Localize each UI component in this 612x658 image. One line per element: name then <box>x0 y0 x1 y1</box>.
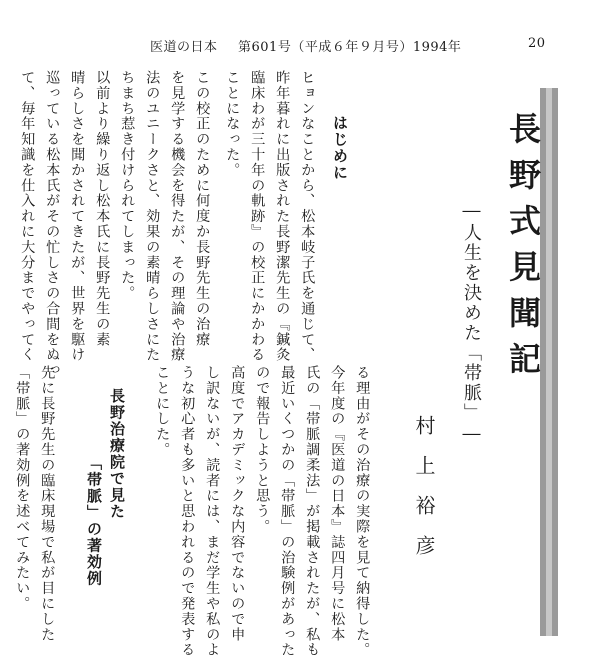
body-line: し訳ないが、読者には、まだ学生や私のよ <box>204 365 221 658</box>
article-subtitle: ―人生を決めた「帯脈」― <box>461 200 482 446</box>
body-line: 「帯脈」の著効例を述べてみたい。 <box>14 365 31 612</box>
body-line: 昨年暮れに出版された長野潔先生の『鍼灸 <box>274 70 291 363</box>
body-line: ことにした。 <box>154 365 171 458</box>
article-title: 長野式見聞記 <box>504 112 542 388</box>
body-line: 巡っている松本氏がその忙しさの合間をぬっ <box>44 70 61 378</box>
body-line: ヒョンなことから、松本岐子氏を通じて、 <box>299 70 316 363</box>
body-line: ので報告しようと思う。 <box>254 365 271 535</box>
body-line: ことになった。 <box>224 70 241 178</box>
issue-info: 第601号（平成６年９月号）1994年 <box>238 40 462 55</box>
page-number: 20 <box>528 36 546 51</box>
body-line: 臨床わが三十年の軌跡』の校正にかかわる <box>249 70 266 363</box>
section-heading-clinic-line1: 長野治療院で見た <box>108 388 126 520</box>
body-line: て、毎年知識を仕入れに大分までやってく <box>19 70 36 363</box>
body-line: 法のユニークさと、効果の素晴らしさにた <box>144 70 161 363</box>
body-line: 氏の「帯脈調柔法」が掲載されたが、私も <box>304 365 321 658</box>
body-line: 先に長野先生の臨床現場で私が目にした <box>39 365 56 643</box>
body-line: を見学する機会を得たが、その理論や治療 <box>169 70 186 363</box>
author-name: 村上裕彦 <box>412 415 436 575</box>
body-line: うな初心者も多いと思われるので発表する <box>179 365 196 658</box>
title-band-highlight <box>546 88 552 636</box>
body-line: 高度でアカデミックな内容でないので申 <box>229 365 246 643</box>
body-line: 最近いくつかの「帯脈」の治験例があった <box>279 365 296 658</box>
body-line: ちまち惹き付けられてしまった。 <box>119 70 136 301</box>
body-line: この校正のために何度か長野先生の治療 <box>194 70 211 348</box>
body-line: る理由がその治療の実際を見て納得した。 <box>354 365 371 658</box>
body-line: 今年度の『医道の日本』誌四月号に松本 <box>329 365 346 643</box>
section-heading-intro: はじめに <box>331 115 349 181</box>
body-line: 以前より繰り返し松本氏に長野先生の素 <box>94 70 111 348</box>
section-heading-clinic-line2: 「帯脈」の著効例 <box>85 455 103 587</box>
journal-name: 医道の日本 <box>150 40 218 55</box>
body-line: 晴らしさを聞かされてきたが、世界を駆け <box>69 70 86 363</box>
